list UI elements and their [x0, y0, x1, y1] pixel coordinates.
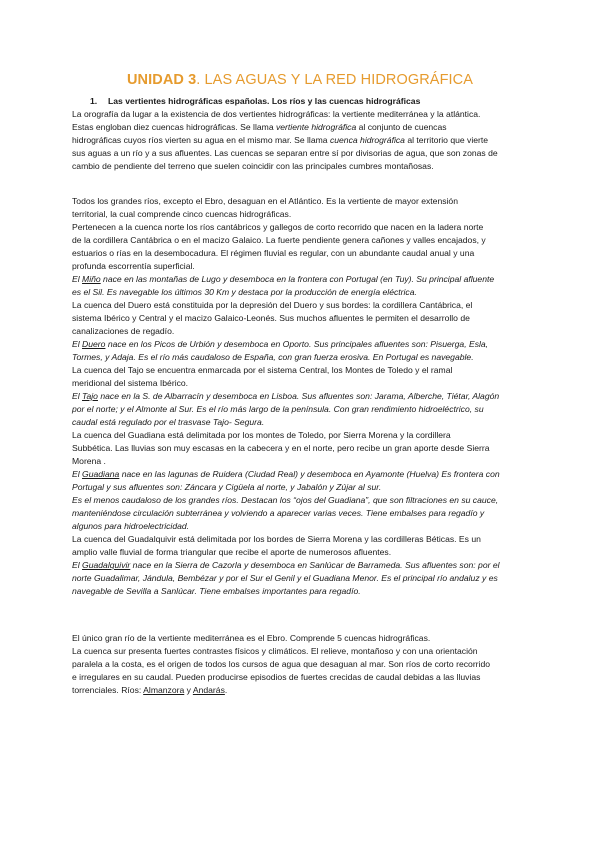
text-line: Es el menos caudaloso de los grandes ríos. Destacan los “ojos del Guadiana”, que son filtraciones en su cauce, [72, 495, 499, 505]
text-span: nace en la S. de Albarracín y desemboca en Lisboa. Sus afluentes son: Jarama, Alberche, Tiétar, Alagón [97, 391, 500, 401]
text-span: al conjunto de cuencas [356, 122, 447, 132]
river-guadiana-line [72, 468, 532, 481]
river-duero-line [72, 338, 532, 351]
river-name-andaras: Andarás [192, 685, 225, 695]
text-line: El único gran río de la vertiente mediterránea es el Ebro. Comprende 5 cuencas hidrográficas. [72, 633, 431, 643]
section-number: 1. [90, 96, 98, 106]
text-line: manteniéndose circulación subterránea y volviendo a aparecer varias veces. Tiene embalses para regadío y [72, 508, 485, 518]
text-line: sistema Ibérico y Central y el macizo Galaico-Leonés. Sus muchos afluentes le permiten el desarrollo de [72, 313, 470, 323]
title-text: . LAS AGUAS Y LA RED HIDROGRÁFICA [196, 72, 474, 88]
text-line: por el norte; y el Almonte al Sur. Es el río más largo de la península. Con gran rendimiento hidroeléctrico, su [72, 404, 484, 414]
text-span: El [72, 469, 83, 479]
text-line: Morena . [72, 456, 106, 466]
text-line: es el Sil. Es navegable los últimos 30 Km y destaca por la producción de energía eléctrica. [72, 287, 417, 297]
unit-label: UNIDAD 3 [126, 72, 197, 88]
text-line: amplio valle fluvial de forma triangular que recibe el aporte de numerosos afluentes. [72, 547, 392, 557]
paragraph-intro [72, 108, 532, 173]
river-name-guadalquivir: Guadalquivir [82, 560, 131, 570]
paragraph-mediterranean [72, 632, 532, 697]
text-span: Estas engloban diez cuencas hidrográficas. Se llama [72, 122, 276, 132]
river-name-almanzora: Almanzora [143, 685, 185, 695]
text-line: territorial, la cual comprende cinco cuencas hidrográficas. [72, 209, 292, 219]
section-heading-text: Las vertientes hidrográficas españolas. Los ríos y las cuencas hidrográficas [108, 96, 421, 106]
text-span: nace en las lagunas de Ruidera (Ciudad Real) y desemboca en Ayamonte (Huelva) Es frontera con [119, 469, 500, 479]
river-name-guadiana: Guadiana [82, 469, 120, 479]
section-heading [90, 96, 420, 106]
text-line: navegable de Sevilla a Sanlúcar. Tiene embalses importantes para regadío. [72, 586, 361, 596]
text-line: paralela a la costa, es el origen de todos los cursos de agua que desaguan al mar. Son ríos de corto recorrido [72, 659, 491, 669]
river-name-tajo: Tajo [82, 391, 98, 401]
text-line [72, 134, 532, 147]
text-span: El [72, 560, 83, 570]
river-name-mino: Miño [82, 274, 101, 284]
text-line: Tormes, y Adaja. Es el río más caudaloso de España, con gran fuerza erosiva. En Portugal es navegable. [72, 352, 474, 362]
term-cuenca: cuenca hidrográfica [329, 135, 405, 145]
text-line [72, 121, 532, 134]
text-line: Todos los grandes ríos, excepto el Ebro, desaguan en el Atlántico. Es la vertiente de mayor extensión [72, 196, 458, 206]
text-line: Portugal y sus afluentes son: Záncara y Cigüela al norte, y Jabalón y Zújar al sur. [72, 482, 382, 492]
text-line: La cuenca sur presenta fuertes contrastes físicos y climáticos. El relieve, montañoso y con una orientación [72, 646, 478, 656]
text-span: y [184, 685, 193, 695]
page-title [0, 72, 600, 88]
text-line: cambio de pendiente del terreno que suelen coincidir con las principales cumbres montañosas. [72, 161, 434, 171]
text-line: Pertenecen a la cuenca norte los ríos cantábricos y gallegos de corto recorrido que nacen en la ladera norte [72, 222, 484, 232]
text-line: caudal está regulado por el trasvase Tajo- Segura. [72, 417, 265, 427]
text-line: canalizaciones de regadío. [72, 326, 175, 336]
text-span: nace en las montañas de Lugo y desemboca en la frontera con Portugal (en Tuy). Su principal afluente [100, 274, 495, 284]
text-span: El [72, 391, 83, 401]
text-line: de la cordillera Cantábrica o en el macizo Galaico. La fuerte pendiente genera cañones y valles encajados, y [72, 235, 486, 245]
text-line: La orografía da lugar a la existencia de dos vertientes hidrográficas: la vertiente mediterránea y la atlántica. [72, 109, 481, 119]
text-span: hidrográficas cuyos ríos vierten su agua en el mismo mar. Se llama [72, 135, 330, 145]
text-line: Subbética. Las lluvias son muy escasas en la cabecera y en el norte, pero recibe un gran aporte desde Sierra [72, 443, 490, 453]
river-tajo-line [72, 390, 532, 403]
text-line: profunda escorrentía superficial. [72, 261, 195, 271]
text-line: La cuenca del Tajo se encuentra enmarcada por el sistema Central, los Montes de Toledo y el ramal [72, 365, 453, 375]
text-line: La cuenca del Guadalquivir está delimitada por los bordes de Sierra Morena y las cordilleras Béticas. Es un [72, 534, 481, 544]
text-line: sus aguas a un río y a sus afluentes. Las cuencas se separan entre sí por divisorias de agua, que son zonas de [72, 148, 498, 158]
river-mino-line [72, 273, 532, 286]
term-vertiente: vertiente hidrográfica [275, 122, 357, 132]
text-span: El [72, 339, 83, 349]
text-span: nace en los Picos de Urbión y desemboca en Oporto. Sus principales afluentes son: Pisuerga, Esla, [105, 339, 489, 349]
text-line: algunos para hidroelectricidad. [72, 521, 190, 531]
text-span: El [72, 274, 83, 284]
text-line: La cuenca del Guadiana está delimitada por los montes de Toledo, por Sierra Morena y la cordillera [72, 430, 451, 440]
river-name-duero: Duero [82, 339, 106, 349]
text-line: La cuenca del Duero está constituida por la depresión del Duero y sus bordes: la cordillera Cantábrica, el [72, 300, 473, 310]
paragraph-atlantic [72, 195, 532, 598]
text-span: nace en la Sierra de Cazorla y desemboca en Sanlúcar de Barrameda. Sus afluentes son: por el [130, 560, 500, 570]
river-guadalquivir-line [72, 559, 532, 572]
text-line [72, 684, 532, 697]
text-line: meridional del sistema Ibérico. [72, 378, 189, 388]
text-span: torrenciales. Ríos: [72, 685, 144, 695]
text-span: . [224, 685, 228, 695]
text-line: estuarios o rías en la desembocadura. El régimen fluvial es regular, con un abundante caudal anual y una [72, 248, 475, 258]
text-span: al territorio que vierte [404, 135, 489, 145]
text-line: norte Guadalimar, Jándula, Bembézar y por el Sur el Genil y el Guadiana Menor. Es el principal río andaluz y es [72, 573, 498, 583]
text-line: e irregulares en su caudal. Pueden producirse episodios de fuertes crecidas de caudal debidas a las lluvias [72, 672, 481, 682]
